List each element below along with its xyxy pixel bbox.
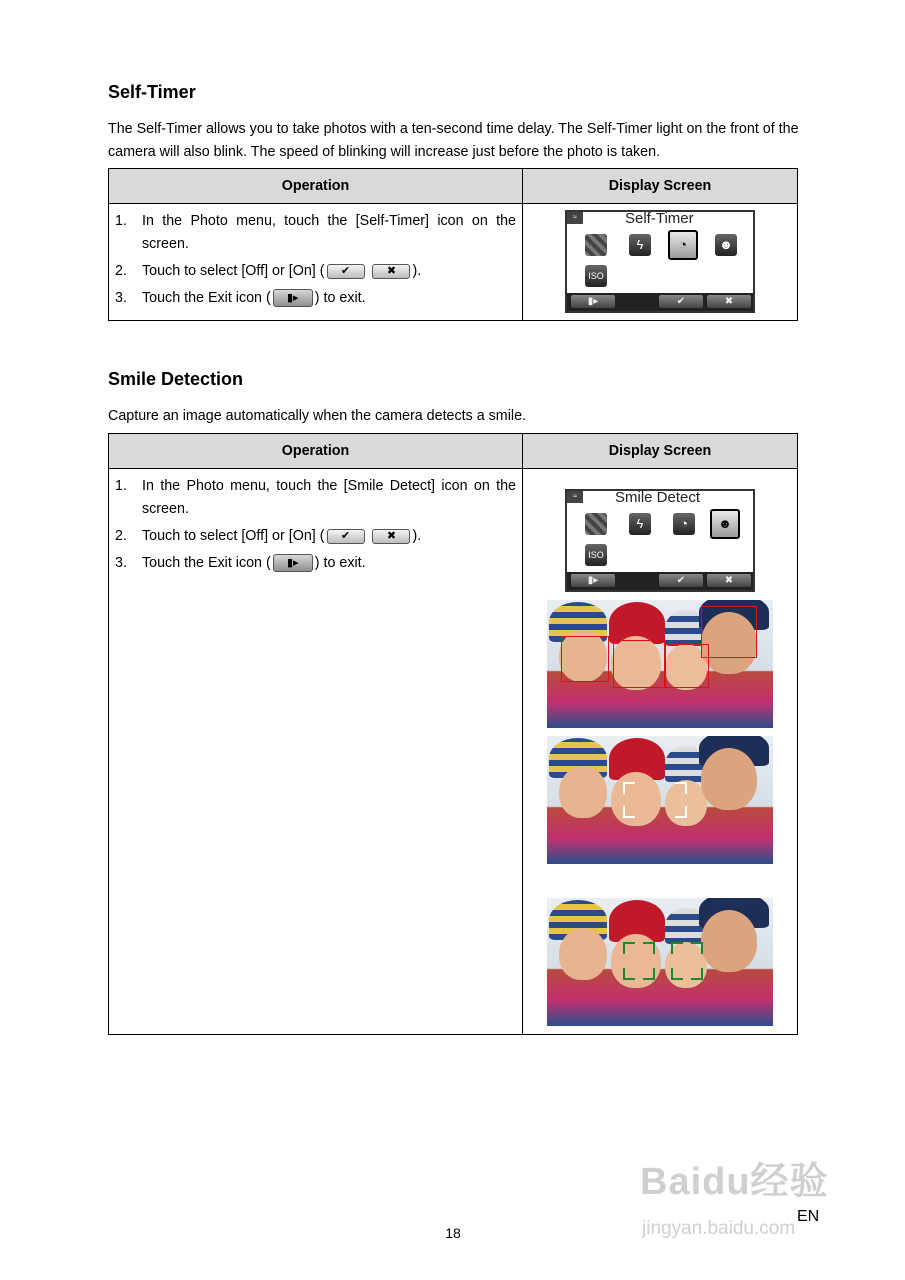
step-item: 3. Touch the Exit icon ( ▮▸ ) to exit. (115, 555, 366, 571)
exit-button-icon[interactable]: ▮▸ (571, 295, 615, 308)
flash-icon[interactable]: ϟ (629, 234, 651, 256)
step-item: 1. In the Photo menu, touch the [Self-Timer] icon on the screen. (115, 213, 516, 252)
smile-bracket (643, 942, 655, 954)
step-item: 2. Touch to select [Off] or [On] ( ✔ ✖ ). (115, 263, 422, 279)
face-detect-box (613, 640, 665, 688)
exit-button-icon[interactable]: ▮▸ (571, 574, 615, 587)
check-button-icon[interactable]: ✔ (659, 574, 703, 587)
col-header-display: Display Screen (523, 169, 798, 204)
focus-bracket (623, 782, 635, 794)
smile-bracket (623, 942, 635, 954)
section-title-smile-detection: Smile Detection (108, 369, 244, 389)
smile-bracket (643, 968, 655, 980)
cross-icon: ✖ (372, 529, 410, 544)
timer-icon[interactable]: ◔ (673, 513, 695, 535)
iso-icon[interactable]: ISO (585, 544, 607, 566)
step-item: 2. Touch to select [Off] or [On] ( ✔ ✖ ). (115, 528, 422, 544)
operation-cell (109, 204, 523, 321)
cross-button-icon[interactable]: ✖ (707, 574, 751, 587)
smile-bracket (691, 942, 703, 954)
face-detect-box (701, 606, 757, 658)
camera-screen-self-timer (565, 210, 755, 313)
focus-bracket (623, 806, 635, 818)
page-number: 18 (445, 1225, 461, 1241)
smile-bracket (691, 968, 703, 980)
self-timer-intro: The Self-Timer allows you to take photos with a ten-second time delay. The Self-Timer light on the front of the camera will also blink. The speed of blinking will increase just before the photo is taken. (108, 121, 799, 160)
display-cell (523, 469, 798, 1035)
iso-icon[interactable]: ISO (585, 265, 607, 287)
check-button-icon[interactable]: ✔ (659, 295, 703, 308)
focus-bracket (675, 806, 687, 818)
col-header-display: Display Screen (523, 434, 798, 469)
screen-title: Smile Detect (615, 489, 701, 506)
display-cell (523, 204, 798, 321)
smile-photo-focusing (547, 736, 773, 864)
screen-toolbar (567, 293, 753, 311)
smile-icon[interactable]: ☻ (715, 234, 737, 256)
step-item: 1. In the Photo menu, touch the [Smile Detect] icon on the screen. (115, 478, 516, 517)
scene-icon[interactable] (585, 513, 607, 535)
corner-icon: ≈ (567, 212, 583, 224)
col-header-operation: Operation (109, 169, 523, 204)
cross-icon: ✖ (372, 264, 410, 279)
smile-photo-captured (547, 898, 773, 1026)
smile-bracket (671, 942, 683, 954)
check-icon: ✔ (327, 529, 365, 544)
flash-icon[interactable]: ϟ (629, 513, 651, 535)
corner-icon: ≈ (567, 491, 583, 503)
timer-icon[interactable]: ◔ (668, 230, 698, 260)
watermark-logo: Baidu经验 (640, 1161, 829, 1203)
exit-icon: ▮▸ (273, 554, 313, 572)
language-label: EN (797, 1208, 820, 1225)
col-header-operation: Operation (109, 434, 523, 469)
focus-bracket (675, 782, 687, 794)
section-title-self-timer: Self-Timer (108, 82, 196, 102)
check-icon: ✔ (327, 264, 365, 279)
smile-icon[interactable]: ☻ (710, 509, 740, 539)
operation-cell (109, 469, 523, 1035)
smile-bracket (671, 968, 683, 980)
exit-icon: ▮▸ (273, 289, 313, 307)
watermark-url: jingyan.baidu.com (642, 1218, 796, 1239)
camera-screen-smile-detect (565, 489, 755, 592)
face-detect-box (561, 636, 609, 682)
screen-toolbar (567, 572, 753, 590)
cross-button-icon[interactable]: ✖ (707, 295, 751, 308)
scene-icon[interactable] (585, 234, 607, 256)
self-timer-table (108, 168, 798, 321)
smile-detection-intro: Capture an image automatically when the camera detects a smile. (108, 408, 526, 424)
step-item: 3. Touch the Exit icon ( ▮▸ ) to exit. (115, 290, 366, 306)
screen-title: Self-Timer (625, 210, 694, 227)
smile-bracket (623, 968, 635, 980)
smile-photo-detecting (547, 600, 773, 728)
smile-detection-table (108, 433, 798, 1035)
